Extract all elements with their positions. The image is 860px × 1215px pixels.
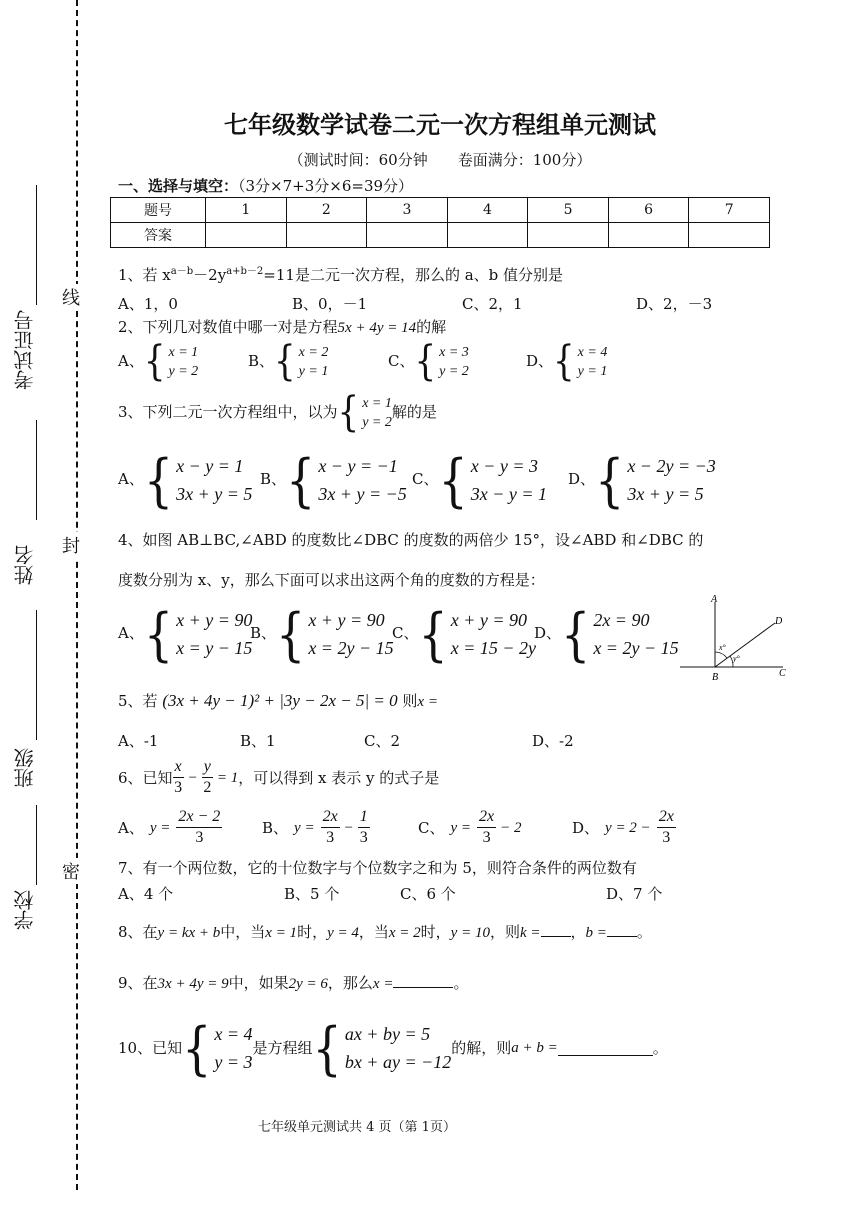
figure-label-d: D <box>775 616 783 627</box>
q3-option-d[interactable]: D、 { x − 2y = −3 3x + y = 5 <box>568 446 716 514</box>
q3-text: 3、下列二元一次方程组中，以为 <box>118 403 338 421</box>
q4-option-c[interactable]: C、 { x + y = 90 x = 15 − 2y <box>392 600 537 668</box>
q1-option-b[interactable]: B、0，－1 <box>292 295 368 313</box>
fraction-numerator: 2x <box>477 807 496 828</box>
q1-option-d[interactable]: D、2，－3 <box>636 295 713 313</box>
q9-expr: x = <box>372 976 394 992</box>
q8-end: 。 <box>636 923 652 941</box>
q9-text: 中，如果 <box>228 974 289 992</box>
system-row: x − y = −1 <box>318 456 398 476</box>
answer-cell[interactable] <box>608 223 689 248</box>
school-blank <box>36 805 37 885</box>
q3-option-b[interactable]: B、 { x − y = −1 3x + y = −5 <box>260 446 407 514</box>
q10-text: 是方程组 <box>252 1039 313 1057</box>
q2-option-c[interactable]: C、 { x = 3 y = 2 <box>388 338 469 386</box>
q4-option-d[interactable]: D、 { 2x = 90 x = 2y − 15 <box>534 600 679 668</box>
q6-option-a[interactable] <box>118 807 222 848</box>
table-cell: 3 <box>367 198 448 223</box>
option-label: C、 <box>418 818 445 837</box>
fraction-numerator: x <box>173 757 184 778</box>
table-cell: 4 <box>447 198 528 223</box>
q9-end: 。 <box>453 974 469 992</box>
system-row: x − y = 1 <box>176 456 244 476</box>
system-row: x = 1 <box>168 345 199 360</box>
exam-number-label: 考试证号 <box>13 310 37 390</box>
q6-option-c[interactable] <box>418 807 522 848</box>
class-blank <box>36 715 37 740</box>
q5-option-a[interactable]: A、-1 <box>118 732 159 750</box>
option-label: A、 <box>118 624 144 642</box>
q3-option-c[interactable]: C、 { x − y = 3 3x − y = 1 <box>412 446 548 514</box>
q7-option-d[interactable]: D、7 个 <box>606 885 663 903</box>
q5-option-c[interactable]: C、2 <box>364 732 401 750</box>
question-6 <box>118 757 439 798</box>
fraction-denominator: 3 <box>359 829 368 846</box>
q7-option-c[interactable]: C、6 个 <box>400 885 456 903</box>
system-row: x − 2y = −3 <box>627 456 716 476</box>
q1-sup2: a+b－2 <box>226 266 264 277</box>
system-row: y = 2 <box>362 415 392 430</box>
q10-expr: a + b = <box>511 1040 558 1056</box>
system-row: x = 4 <box>577 345 608 360</box>
school-label: 学校 <box>13 890 37 930</box>
q9-text: ，那么 <box>327 974 373 992</box>
q6-prefix: 6、已知 <box>118 768 173 787</box>
table-cell: 1 <box>206 198 287 223</box>
option-label: D、 <box>526 352 554 370</box>
q8-expr: y = kx + b <box>157 925 221 941</box>
fraction-numerator: 2x <box>657 807 676 828</box>
system-row: 3x + y = 5 <box>176 484 253 504</box>
figure-label-a: A <box>711 594 718 605</box>
system-row: y = 3 <box>214 1052 253 1072</box>
q6-op: − <box>343 819 354 836</box>
q6-option-b[interactable] <box>262 807 370 848</box>
q6-minus: − <box>187 769 198 786</box>
seal-seal-char: 封 <box>62 532 80 558</box>
q2-option-b[interactable]: B、 { x = 2 y = 1 <box>248 338 329 386</box>
question-1 <box>118 262 563 285</box>
answer-cell[interactable] <box>528 223 609 248</box>
q8-text: ，则 <box>489 923 520 941</box>
q8-text: 8、在 <box>118 923 158 941</box>
q6-lhs: y = <box>450 819 472 836</box>
system-row: x = 2y − 15 <box>593 638 679 658</box>
question-10: 10、已知 { x = 4 y = 3 是方程组 { ax + by = 5 bx + ay = −12 的解，则 a + b = 。 <box>118 1014 668 1082</box>
system-row: x − y = 3 <box>470 456 539 476</box>
q2-option-d[interactable]: D、 { x = 4 y = 1 <box>526 338 608 386</box>
system-row: x = 3 <box>439 345 469 360</box>
q2-text: 2、下列几对数值中哪一对是方程 <box>118 318 338 336</box>
q8-text: ， <box>570 923 586 941</box>
q3-option-a[interactable]: A、 { x − y = 1 3x + y = 5 <box>118 446 253 514</box>
option-label: C、 <box>412 470 439 488</box>
angle-figure <box>675 590 790 685</box>
q7-option-b[interactable]: B、5 个 <box>284 885 340 903</box>
system-row: y = 1 <box>298 364 329 379</box>
fraction-numerator: 1 <box>358 807 370 828</box>
q6-lhs: y = 2 − <box>605 819 651 836</box>
question-9 <box>118 973 468 994</box>
system-row: x = 1 <box>362 396 392 411</box>
fraction-numerator: y <box>202 757 213 778</box>
question-7: 7、有一个两位数，它的十位数字与个位数字之和为 5，则符合条件的两位数有 <box>118 859 637 877</box>
q3-text-after: 解的是 <box>391 403 437 421</box>
fraction-denominator: 3 <box>326 829 335 846</box>
section-title: 一、选择与填空： <box>118 177 239 195</box>
q8-expr: x = 1 <box>265 925 298 941</box>
seal-secret-char: 密 <box>62 858 80 884</box>
question-4-line2: 度数分别为 x、y，那么下面可以求出这两个角的度数的方程是： <box>118 571 545 589</box>
system-row: x = 15 − 2y <box>450 638 537 658</box>
option-label: B、 <box>260 470 287 488</box>
system-row: x = y − 15 <box>176 638 253 658</box>
page-footer: 七年级单元测试共 4 页（第 1页） <box>258 1120 456 1135</box>
system-row: 2x = 90 <box>593 610 650 630</box>
b-answer-blank[interactable] <box>607 922 637 937</box>
system-row: x = 4 <box>214 1024 253 1044</box>
fraction-numerator: 2x <box>321 807 340 828</box>
section-heading <box>118 176 413 196</box>
answer-table <box>110 197 770 248</box>
option-label: D、 <box>568 470 596 488</box>
q1-mid: －2y <box>193 266 227 284</box>
q2-text-after: 的解 <box>416 318 447 336</box>
q8-text: ，当 <box>358 923 389 941</box>
question-3: 3、下列二元一次方程组中，以为 { x = 1 y = 2 解的是 <box>118 389 437 437</box>
figure-label-x: x° <box>719 643 726 652</box>
system-row: y = 2 <box>168 364 199 379</box>
exam-number-blank <box>36 185 37 305</box>
system-row: y = 2 <box>439 364 469 379</box>
system-row: x + y = 90 <box>308 610 385 630</box>
binding-dashed-line <box>76 0 78 1190</box>
table-cell: 5 <box>528 198 609 223</box>
q6-suffix: ，可以得到 x 表示 y 的式子是 <box>238 768 440 787</box>
option-label: A、 <box>118 352 144 370</box>
q8-expr: b = <box>585 925 607 941</box>
q6-lhs: y = <box>294 819 315 836</box>
question-5 <box>118 691 438 712</box>
q1-suffix: =11是二元一次方程，那么的 a、b 值分别是 <box>263 266 564 284</box>
question-4-line1: 4、如图 AB⊥BC,∠ABD 的度数比∠DBC 的度数的两倍少 15°，设∠ABD 和∠DBC 的 <box>118 531 704 549</box>
answer-cell[interactable] <box>447 223 528 248</box>
a-plus-b-answer-blank[interactable] <box>558 1041 653 1056</box>
answer-cell[interactable] <box>286 223 367 248</box>
answer-cell[interactable] <box>367 223 448 248</box>
system-row: y = 1 <box>577 364 608 379</box>
q4-option-a[interactable]: A、 { x + y = 90 x = y − 15 <box>118 600 253 668</box>
q5-option-b[interactable]: B、1 <box>240 732 276 750</box>
system-row: 3x + y = −5 <box>318 484 407 504</box>
fraction-denominator: 3 <box>174 779 183 796</box>
page-title: 七年级数学试卷二元一次方程组单元测试 <box>224 111 656 139</box>
k-answer-blank[interactable] <box>541 922 571 937</box>
q8-expr: y = 4 <box>327 925 359 941</box>
table-cell: 6 <box>608 198 689 223</box>
q5-prefix: 5、若 <box>118 692 158 710</box>
table-row <box>111 198 770 223</box>
fraction-denominator: 3 <box>662 829 671 846</box>
system-row: 3x + y = 5 <box>627 484 704 504</box>
system-row: bx + ay = −12 <box>344 1052 452 1072</box>
option-label: C、 <box>388 352 415 370</box>
table-row <box>111 223 770 248</box>
table-cell: 2 <box>286 198 367 223</box>
table-cell: 题号 <box>111 198 206 223</box>
table-cell: 7 <box>689 198 770 223</box>
exam-number-blank-2 <box>36 420 37 520</box>
answer-cell[interactable] <box>689 223 770 248</box>
q1-option-a[interactable]: A、1，0 <box>118 295 178 313</box>
system-row: 3x − y = 1 <box>470 484 548 504</box>
fraction-denominator: 2 <box>203 779 212 796</box>
q8-expr: x = 2 <box>388 925 421 941</box>
option-label: A、 <box>118 470 144 488</box>
option-label: D、 <box>572 818 600 837</box>
seal-line-char: 线 <box>62 284 80 310</box>
question-2 <box>118 317 446 338</box>
figure-label-c: C <box>779 668 786 679</box>
q4-option-b[interactable]: B、 { x + y = 90 x = 2y − 15 <box>250 600 394 668</box>
q1-prefix: 1、若 x <box>118 266 171 284</box>
q1-sup1: a－b <box>170 266 194 277</box>
fraction-denominator: 3 <box>195 829 204 846</box>
q6-eq: = 1 <box>216 769 239 786</box>
x-answer-blank[interactable] <box>393 973 453 988</box>
name-label: 姓名 <box>13 545 37 585</box>
system-row: ax + by = 5 <box>344 1024 431 1044</box>
fraction-numerator: 2x − 2 <box>176 807 222 828</box>
q5-var: x = <box>417 694 438 710</box>
q10-text: 10、已知 <box>118 1039 183 1057</box>
q10-end: 。 <box>652 1039 668 1057</box>
q8-text: 时， <box>297 923 328 941</box>
option-label: C、 <box>392 624 419 642</box>
q8-text: 中，当 <box>220 923 266 941</box>
q9-text: 9、在 <box>118 974 158 992</box>
q10-text: 的解，则 <box>451 1039 512 1057</box>
table-cell: 答案 <box>111 223 206 248</box>
q9-expr: 3x + 4y = 9 <box>157 976 229 992</box>
q5-option-d[interactable]: D、-2 <box>532 732 574 750</box>
q5-then: 则 <box>402 692 418 710</box>
q6-tail: − 2 <box>500 819 522 836</box>
q9-expr: 2y = 6 <box>288 976 328 992</box>
option-label: D、 <box>534 624 562 642</box>
question-8 <box>118 922 652 943</box>
q2-equation: 5x + 4y = 14 <box>337 320 417 336</box>
figure-label-b: B <box>712 672 719 683</box>
name-blank <box>36 610 37 720</box>
q6-lhs: y = <box>149 819 171 836</box>
option-label: B、 <box>248 352 275 370</box>
q2-option-a[interactable]: A、 { x = 1 y = 2 <box>118 338 199 386</box>
q8-text: 时， <box>420 923 451 941</box>
option-label: A、 <box>118 818 144 837</box>
system-row: x + y = 90 <box>176 610 253 630</box>
option-label: B、 <box>250 624 277 642</box>
q8-expr: y = 10 <box>450 925 490 941</box>
q7-option-a[interactable]: A、4 个 <box>118 885 174 903</box>
figure-label-y: y° <box>733 654 740 663</box>
q1-option-c[interactable]: C、2，1 <box>462 295 523 313</box>
q5-expression: (3x + 4y − 1)² + |3y − 2x − 5| = 0 <box>162 691 398 710</box>
answer-cell[interactable] <box>206 223 287 248</box>
option-label: B、 <box>262 818 289 837</box>
page-subtitle: （测试时间：60分钟 卷面满分：100分） <box>288 151 592 169</box>
fraction-denominator: 3 <box>482 829 491 846</box>
q8-expr: k = <box>519 925 541 941</box>
system-row: x + y = 90 <box>450 610 528 630</box>
system-row: x = 2y − 15 <box>308 638 394 658</box>
class-label: 班级 <box>13 748 37 788</box>
system-row: x = 2 <box>298 345 329 360</box>
q6-option-d[interactable] <box>572 807 676 848</box>
section-scoring: （3分×7+3分×6=39分） <box>238 177 414 195</box>
